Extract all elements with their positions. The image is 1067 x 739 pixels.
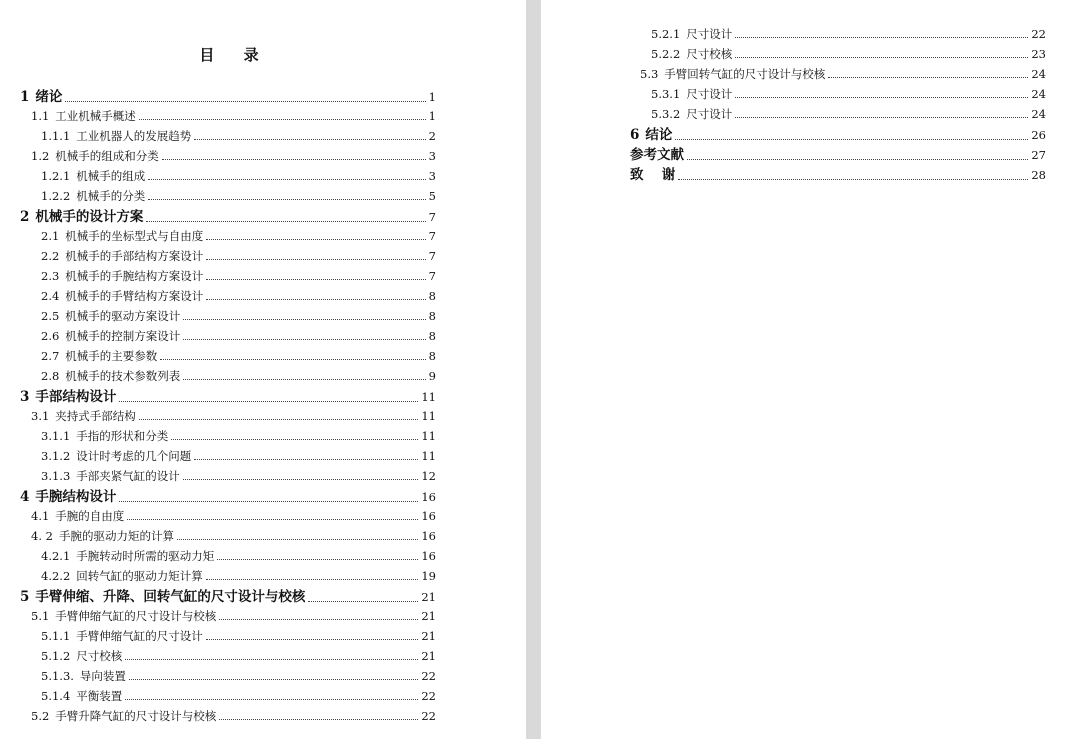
dot-leader xyxy=(125,659,418,660)
toc-entry-number: 2 xyxy=(20,209,30,225)
toc-entry-title: 设计时考虑的几个问题 xyxy=(76,449,192,463)
toc-entry-number: 3 xyxy=(20,389,30,405)
toc-entry-number: 5.1 xyxy=(31,609,50,623)
toc-entry[interactable] xyxy=(31,708,436,724)
toc-entry[interactable] xyxy=(41,368,436,384)
toc-entry-title: 工业机器人的发展趋势 xyxy=(76,129,192,143)
dot-leader xyxy=(206,239,425,240)
toc-entry-page-number: 11 xyxy=(421,429,436,443)
toc-entry-page-number: 7 xyxy=(428,269,436,283)
toc-entry-page-number: 16 xyxy=(421,490,436,504)
dot-leader xyxy=(687,159,1028,160)
toc-entry[interactable] xyxy=(20,88,436,106)
document-page-left xyxy=(0,0,526,739)
toc-entry[interactable] xyxy=(41,468,436,484)
toc-entry-page-number: 8 xyxy=(428,329,436,343)
dot-leader xyxy=(129,679,418,680)
toc-entry-number: 2.7 xyxy=(41,349,60,363)
toc-entry-number: 6 xyxy=(630,127,640,143)
toc-entry-number: 2.1 xyxy=(41,229,60,243)
toc-entry-page-number: 7 xyxy=(428,210,436,224)
toc-entry-title: 手部夹紧气缸的设计 xyxy=(76,469,180,483)
toc-entry[interactable] xyxy=(20,488,436,506)
toc-entry-title: 手指的形状和分类 xyxy=(76,429,169,443)
dot-leader xyxy=(206,639,419,640)
toc-entry-number: 4. 2 xyxy=(31,529,53,543)
dot-leader xyxy=(675,139,1028,140)
toc-entry-page-number: 8 xyxy=(428,349,436,363)
toc-entry[interactable] xyxy=(41,308,436,324)
toc-entry-number: 5.3 xyxy=(640,67,659,81)
toc-entry[interactable] xyxy=(41,688,436,704)
toc-entry-number: 3.1 xyxy=(31,409,50,423)
dot-leader xyxy=(308,601,418,602)
toc-entry[interactable] xyxy=(41,128,436,144)
dot-leader xyxy=(171,439,418,440)
toc-entry-number: 4.2.2 xyxy=(41,569,71,583)
toc-entry[interactable] xyxy=(41,248,436,264)
toc-entry-page-number: 22 xyxy=(1031,27,1046,41)
toc-entry-page-number: 22 xyxy=(421,669,436,683)
toc-entry-title: 机械手的技术参数列表 xyxy=(65,369,181,383)
toc-entry[interactable] xyxy=(31,528,436,544)
dot-leader xyxy=(177,539,418,540)
dot-leader xyxy=(194,459,418,460)
toc-entry[interactable] xyxy=(31,608,436,624)
dot-leader xyxy=(160,359,425,360)
toc-entry[interactable] xyxy=(41,548,436,564)
toc-entry-title: 手腕转动时所需的驱动力矩 xyxy=(76,549,215,563)
dot-leader xyxy=(206,279,425,280)
toc-entry-title: 尺寸设计 xyxy=(686,107,733,121)
toc-entry-page-number: 8 xyxy=(428,309,436,323)
toc-entry-number: 4.1 xyxy=(31,509,50,523)
toc-entry-page-number: 12 xyxy=(421,469,436,483)
toc-entry-number: 5.3.1 xyxy=(651,87,681,101)
toc-entry-page-number: 28 xyxy=(1031,168,1046,182)
toc-entry[interactable] xyxy=(651,86,1046,102)
toc-entry[interactable] xyxy=(651,106,1046,122)
toc-entry-title: 工业机械手概述 xyxy=(55,109,136,123)
toc-entry-number: 5 xyxy=(20,589,30,605)
toc-entry-number: 4 xyxy=(20,489,30,505)
dot-leader xyxy=(139,419,419,420)
toc-entry-page-number: 27 xyxy=(1031,148,1046,162)
toc-entry-page-number: 24 xyxy=(1031,107,1046,121)
toc-entry-page-number: 23 xyxy=(1031,47,1046,61)
toc-entry[interactable] xyxy=(41,648,436,664)
toc-entry[interactable] xyxy=(41,668,436,684)
toc-entry[interactable] xyxy=(20,388,436,406)
toc-entry[interactable] xyxy=(41,288,436,304)
toc-entry-page-number: 2 xyxy=(428,129,436,143)
toc-entry[interactable] xyxy=(41,448,436,464)
toc-entry-page-number: 11 xyxy=(421,390,436,404)
toc-entry-number: 2.6 xyxy=(41,329,60,343)
toc-title: 目 录 xyxy=(199,46,271,64)
dot-leader xyxy=(828,77,1028,78)
toc-entry-title: 手臂升降气缸的尺寸设计与校核 xyxy=(55,709,217,723)
dot-leader xyxy=(183,479,419,480)
toc-entry-title: 导向装置 xyxy=(79,669,126,683)
dot-leader xyxy=(183,379,425,380)
toc-entry[interactable] xyxy=(630,166,1046,184)
toc-entry-page-number: 11 xyxy=(421,449,436,463)
dot-leader xyxy=(217,559,418,560)
toc-entry[interactable] xyxy=(630,146,1046,164)
toc-entry-number: 3.1.1 xyxy=(41,429,71,443)
dot-leader xyxy=(146,221,425,222)
toc-entry-page-number: 24 xyxy=(1031,87,1046,101)
dot-leader xyxy=(735,57,1028,58)
toc-entry-title: 尺寸校核 xyxy=(686,47,733,61)
dot-leader xyxy=(148,179,425,180)
toc-entry-number: 2.3 xyxy=(41,269,60,283)
toc-entry-title: 手腕结构设计 xyxy=(35,489,117,505)
dot-leader xyxy=(127,519,418,520)
dot-leader xyxy=(139,119,426,120)
toc-entry[interactable] xyxy=(41,348,436,364)
toc-entry-page-number: 16 xyxy=(421,509,436,523)
toc-entry[interactable] xyxy=(41,328,436,344)
page-gutter xyxy=(526,0,541,739)
toc-entry-title: 机械手的组成和分类 xyxy=(55,149,159,163)
toc-entry-number: 5.3.2 xyxy=(651,107,681,121)
toc-entry-title: 机械手的分类 xyxy=(76,189,146,203)
toc-entry[interactable] xyxy=(31,508,436,524)
toc-entry-title: 机械手的坐标型式与自由度 xyxy=(65,229,204,243)
toc-entry-page-number: 16 xyxy=(421,529,436,543)
toc-entry-title: 手臂伸缩、升降、回转气缸的尺寸设计与校核 xyxy=(35,589,306,605)
toc-entry-number: 5.2.1 xyxy=(651,27,681,41)
toc-entry-number: 1.1 xyxy=(31,109,50,123)
toc-entry-title: 尺寸设计 xyxy=(686,87,733,101)
toc-entry-number: 5.2 xyxy=(31,709,50,723)
toc-entry-title: 结论 xyxy=(645,127,673,143)
toc-entry[interactable] xyxy=(41,428,436,444)
toc-entry-number: 1.2.1 xyxy=(41,169,71,183)
toc-entry-page-number: 21 xyxy=(421,629,436,643)
dot-leader xyxy=(183,339,425,340)
dot-leader xyxy=(183,319,425,320)
dot-leader xyxy=(162,159,426,160)
dot-leader xyxy=(206,579,419,580)
toc-entry-title: 机械手的手臂结构方案设计 xyxy=(65,289,204,303)
toc-entry-title: 手腕的驱动力矩的计算 xyxy=(58,529,174,543)
toc-entry-number: 2.2 xyxy=(41,249,60,263)
dot-leader xyxy=(206,299,425,300)
toc-entry-title: 机械手的控制方案设计 xyxy=(65,329,181,343)
toc-entry-number: 2.4 xyxy=(41,289,60,303)
toc-entry-title: 回转气缸的驱动力矩计算 xyxy=(76,569,203,583)
toc-entry-title: 机械手的驱动方案设计 xyxy=(65,309,181,323)
toc-entry[interactable] xyxy=(31,148,436,164)
toc-entry[interactable] xyxy=(630,126,1046,144)
toc-entry-number: 3.1.2 xyxy=(41,449,71,463)
toc-entry-page-number: 11 xyxy=(421,409,436,423)
toc-entry-title: 手腕的自由度 xyxy=(55,509,125,523)
toc-entry-number: 2.8 xyxy=(41,369,60,383)
toc-entry[interactable] xyxy=(651,26,1046,42)
document-page-right xyxy=(541,0,1067,739)
dot-leader xyxy=(125,699,418,700)
toc-entry-title: 夹持式手部结构 xyxy=(55,409,136,423)
toc-entry-number: 5.2.2 xyxy=(651,47,681,61)
dot-leader xyxy=(206,259,425,260)
toc-entry-title: 机械手的主要参数 xyxy=(65,349,158,363)
toc-entry-number: 5.1.4 xyxy=(41,689,71,703)
toc-entry-page-number: 21 xyxy=(421,649,436,663)
toc-entry[interactable] xyxy=(41,268,436,284)
toc-entry-title: 手臂伸缩气缸的尺寸设计 xyxy=(76,629,203,643)
toc-entry[interactable] xyxy=(41,188,436,204)
toc-entry-number: 2.5 xyxy=(41,309,60,323)
dot-leader xyxy=(735,97,1028,98)
toc-entry-title: 机械手的手腕结构方案设计 xyxy=(65,269,204,283)
toc-entry-title: 平衡装置 xyxy=(76,689,123,703)
toc-entry-number: 3.1.3 xyxy=(41,469,71,483)
toc-entry-page-number: 22 xyxy=(421,709,436,723)
toc-entry[interactable] xyxy=(31,408,436,424)
toc-entry-title: 尺寸设计 xyxy=(686,27,733,41)
toc-entry-page-number: 19 xyxy=(421,569,436,583)
dot-leader xyxy=(119,401,418,402)
toc-entry-title: 尺寸校核 xyxy=(76,649,123,663)
toc-entry-page-number: 24 xyxy=(1031,67,1046,81)
toc-entry[interactable] xyxy=(640,66,1046,82)
toc-entry-title: 致 谢 xyxy=(630,167,676,183)
toc-entry-page-number: 7 xyxy=(428,249,436,263)
toc-entry-page-number: 21 xyxy=(421,609,436,623)
toc-entry-page-number: 16 xyxy=(421,549,436,563)
toc-entry-page-number: 7 xyxy=(428,229,436,243)
dot-leader xyxy=(219,619,418,620)
toc-entry-page-number: 1 xyxy=(428,90,436,104)
toc-entry-title: 机械手的设计方案 xyxy=(35,209,144,225)
toc-entry-number: 5.1.1 xyxy=(41,629,71,643)
toc-entry-number: 1.2.2 xyxy=(41,189,71,203)
toc-entry-title: 手臂回转气缸的尺寸设计与校核 xyxy=(664,67,826,81)
toc-entry-page-number: 26 xyxy=(1031,128,1046,142)
toc-entry-title: 手部结构设计 xyxy=(35,389,117,405)
dot-leader xyxy=(678,179,1028,180)
dot-leader xyxy=(119,501,418,502)
dot-leader xyxy=(194,139,425,140)
toc-entry-number: 1.1.1 xyxy=(41,129,71,143)
toc-entry[interactable] xyxy=(41,628,436,644)
toc-entry-page-number: 8 xyxy=(428,289,436,303)
toc-entry-page-number: 3 xyxy=(428,149,436,163)
toc-entry-page-number: 3 xyxy=(428,169,436,183)
toc-entry-number: 1.2 xyxy=(31,149,50,163)
toc-entry-page-number: 9 xyxy=(428,369,436,383)
dot-leader xyxy=(148,199,425,200)
toc-entry-page-number: 21 xyxy=(421,590,436,604)
toc-entry[interactable] xyxy=(651,46,1046,62)
dot-leader xyxy=(65,101,425,102)
toc-entry-number: 5.1.3. xyxy=(41,669,74,683)
toc-entry-page-number: 5 xyxy=(428,189,436,203)
toc-entry-title: 绪论 xyxy=(35,89,63,105)
toc-entry-title: 机械手的组成 xyxy=(76,169,146,183)
dot-leader xyxy=(219,719,418,720)
toc-entry-title: 手臂伸缩气缸的尺寸设计与校核 xyxy=(55,609,217,623)
toc-entry[interactable] xyxy=(41,568,436,584)
toc-entry-title: 参考文献 xyxy=(630,147,684,163)
toc-entry[interactable] xyxy=(31,108,436,124)
toc-entry-page-number: 1 xyxy=(428,109,436,123)
toc-entry-number: 4.2.1 xyxy=(41,549,71,563)
toc-entry[interactable] xyxy=(41,168,436,184)
toc-entry-number: 1 xyxy=(20,89,30,105)
toc-entry-page-number: 22 xyxy=(421,689,436,703)
toc-entry[interactable] xyxy=(41,228,436,244)
toc-entry-title: 机械手的手部结构方案设计 xyxy=(65,249,204,263)
toc-entry[interactable] xyxy=(20,588,436,606)
dot-leader xyxy=(735,37,1028,38)
dot-leader xyxy=(735,117,1028,118)
toc-entry-number: 5.1.2 xyxy=(41,649,71,663)
toc-entry[interactable] xyxy=(20,208,436,226)
